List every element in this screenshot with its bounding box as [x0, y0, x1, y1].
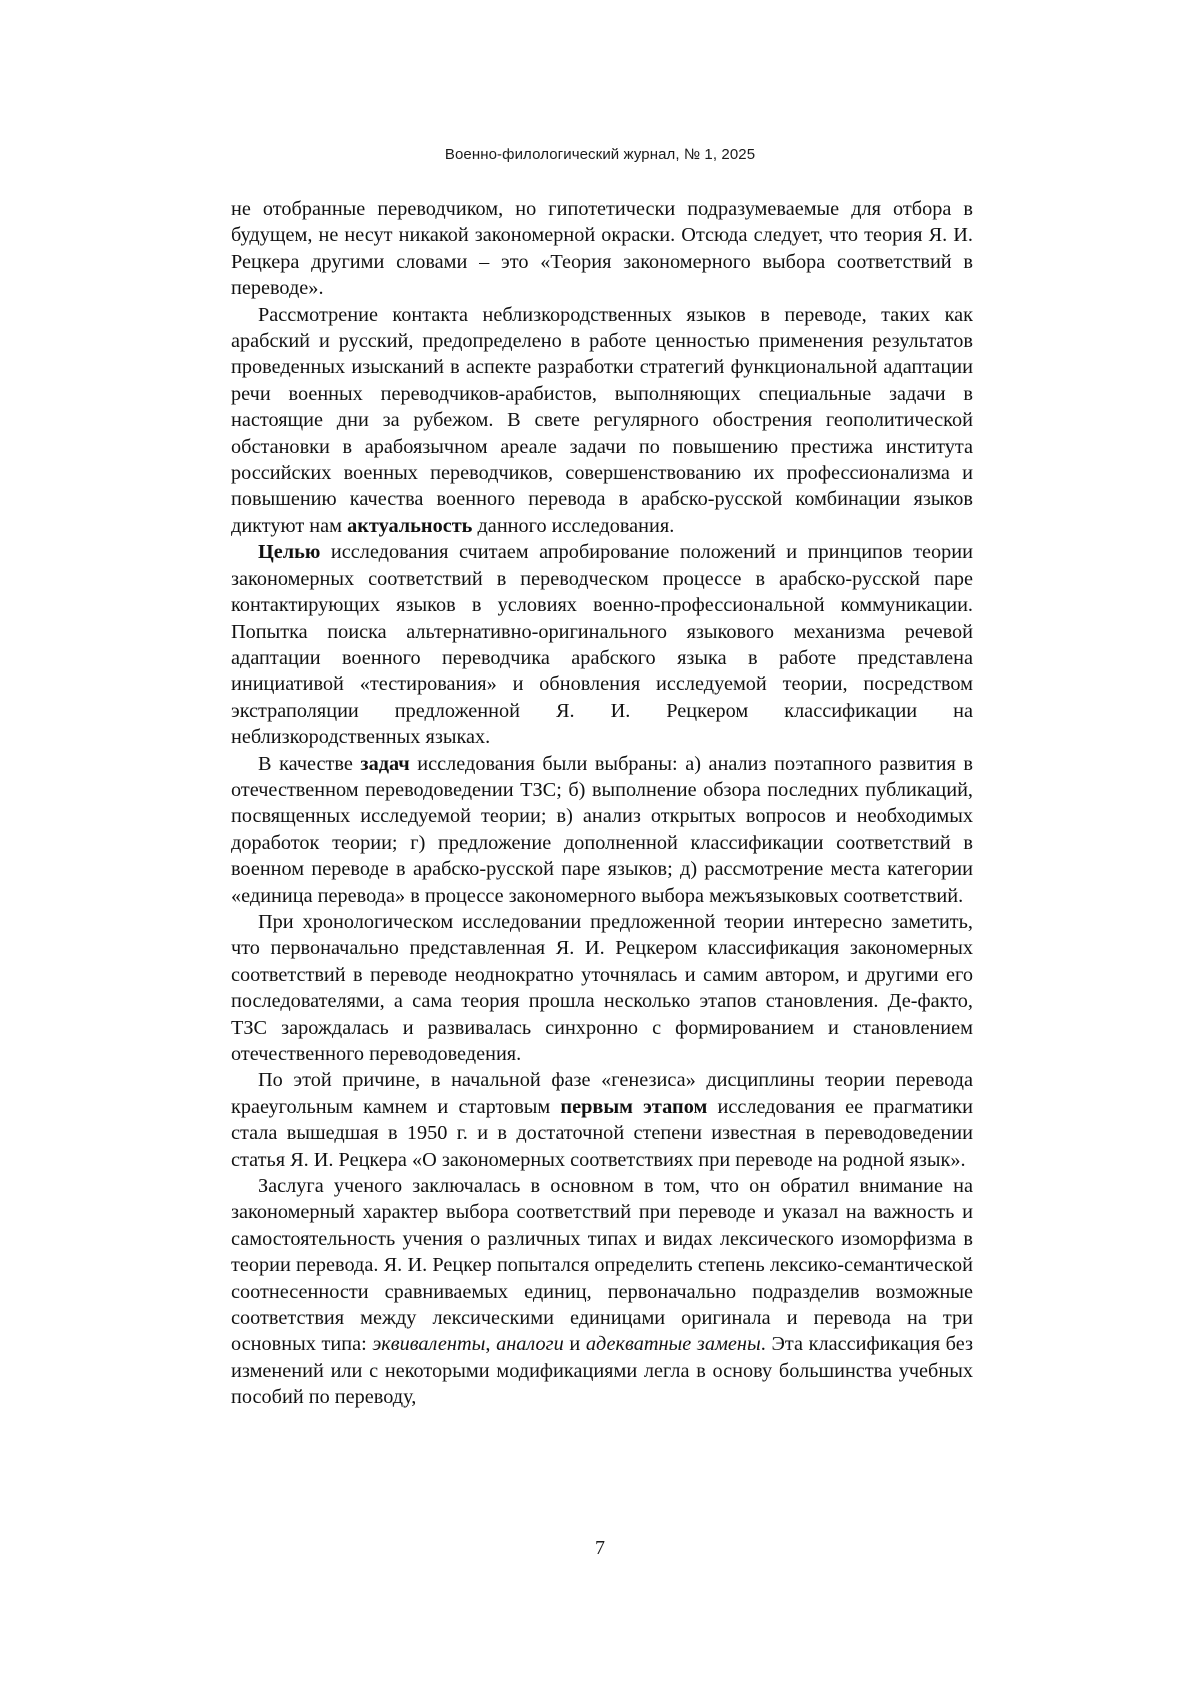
paragraph-2-text-end: данного исследования. — [472, 514, 675, 537]
paragraph-3-text: исследования считаем апробирование положений и принципов теории закономерных соответствий в переводческом процессе в арабско-русской паре контактирующих языков в условиях военно-профессиональной коммуникации. Попытка поиска альтернативно-оригинального языкового механизма речевой адаптации военного переводчика арабского языка в работе представлена инициативой «тестирования» и обновления исследуемой теории, посредством экстраполяции предложенной Я. И. Рецкером классификации на неблизкородственных языках. — [231, 541, 973, 749]
paragraph-7 — [231, 1173, 973, 1411]
term-equivalents: эквиваленты — [372, 1333, 486, 1356]
paragraph-6 — [231, 1067, 973, 1173]
paragraph-4-text-start: В качестве — [258, 752, 361, 775]
keyword-relevance: актуальность — [347, 514, 473, 537]
keyword-first-stage: первым этапом — [560, 1095, 708, 1118]
paragraph-1: не отобранные переводчиком, но гипотетически подразумеваемые для отбора в будущем, не несут никакой закономерной окраски. Отсюда следует, что теория Я. И. Рецкера другими словами – это «Теория закономерного выбора соответствий в переводе». — [231, 198, 973, 300]
paragraph-6-text-start: По этой причине, в начальной фазе «генезиса» дисциплины теории перевода краеугольным камнем и стартовым — [231, 1069, 973, 1118]
paragraph-7-sep-1: , — [485, 1333, 497, 1356]
term-analogues: аналоги — [496, 1333, 564, 1356]
article-body — [231, 196, 973, 1411]
paragraph-5: При хронологическом исследовании предложенной теории интересно заметить, что первоначально представленная Я. И. Рецкером классификация закономерных соответствий в переводе неоднократно уточнялась и самим автором, и другими его последователями, а сама теория прошла несколько этапов становления. Де-факто, ТЗС зарождалась и развивалась синхронно с формированием и становлением отечественного переводоведения. — [231, 910, 973, 1065]
keyword-tasks: задач — [360, 752, 410, 775]
paragraph-6-text-end: исследования ее прагматики стала вышедшая в 1950 г. и в достаточной степени известная в переводоведении статья Я. И. Рецкера «О закономерных соответствиях при переводе на родной язык». — [231, 1095, 973, 1171]
paragraph-2-text-start: Рассмотрение контакта неблизкородственных языков в переводе, таких как арабский и русский, предопределено в работе ценностью применения результатов проведенных изысканий в аспекте разработки стратегий функциональной адаптации речи военных переводчиков-арабистов, выполняющих специальные задачи в настоящие дни за рубежом. В свете регулярного обострения геополитической обстановки в арабоязычном ареале задачи по повышению престижа института российских военных переводчиков, совершенствованию их профессионализма и повышению качества военного перевода в арабско-русской комбинации языков диктуют нам — [231, 303, 973, 537]
paragraph-4 — [231, 751, 973, 909]
page-number: 7 — [595, 1537, 605, 1559]
paragraph-7-text-end: . Эта классификация без изменений или с некоторыми модификациями легла в основу большинства учебных пособий по переводу, — [231, 1333, 973, 1409]
running-header: Военно-филологический журнал, № 1, 2025 — [444, 146, 756, 163]
paragraph-7-text-start: Заслуга ученого заключалась в основном в том, что он обратил внимание на закономерный характер выбора соответствий при переводе и указал на важность и самостоятельность учения о различных типах и видах лексического изоморфизма в теории перевода. Я. И. Рецкер попытался определить степень лексико-семантической соотнесенности сравниваемых единиц, первоначально подразделив возможные соответствия между лексическими единицами оригинала и перевода на три основных типа: — [231, 1175, 973, 1356]
paragraph-2 — [231, 302, 973, 540]
term-adequate-substitutions: адекватные замены — [585, 1333, 761, 1356]
keyword-goal: Целью — [258, 541, 321, 564]
paragraph-7-sep-2: и — [563, 1333, 586, 1356]
paragraph-3 — [231, 539, 973, 750]
paragraph-4-text-end: исследования были выбраны: а) анализ поэтапного развития в отечественном переводоведении ТЗС; б) выполнение обзора последних публикаций, посвященных исследуемой теории; в) анализ открытых вопросов и необходимых доработок теории; г) предложение дополненной классификации соответствий в военном переводе в арабско-русской паре языков; д) рассмотрение места категории «единица перевода» в процессе закономерного выбора межъязыковых соответствий. — [231, 752, 974, 907]
